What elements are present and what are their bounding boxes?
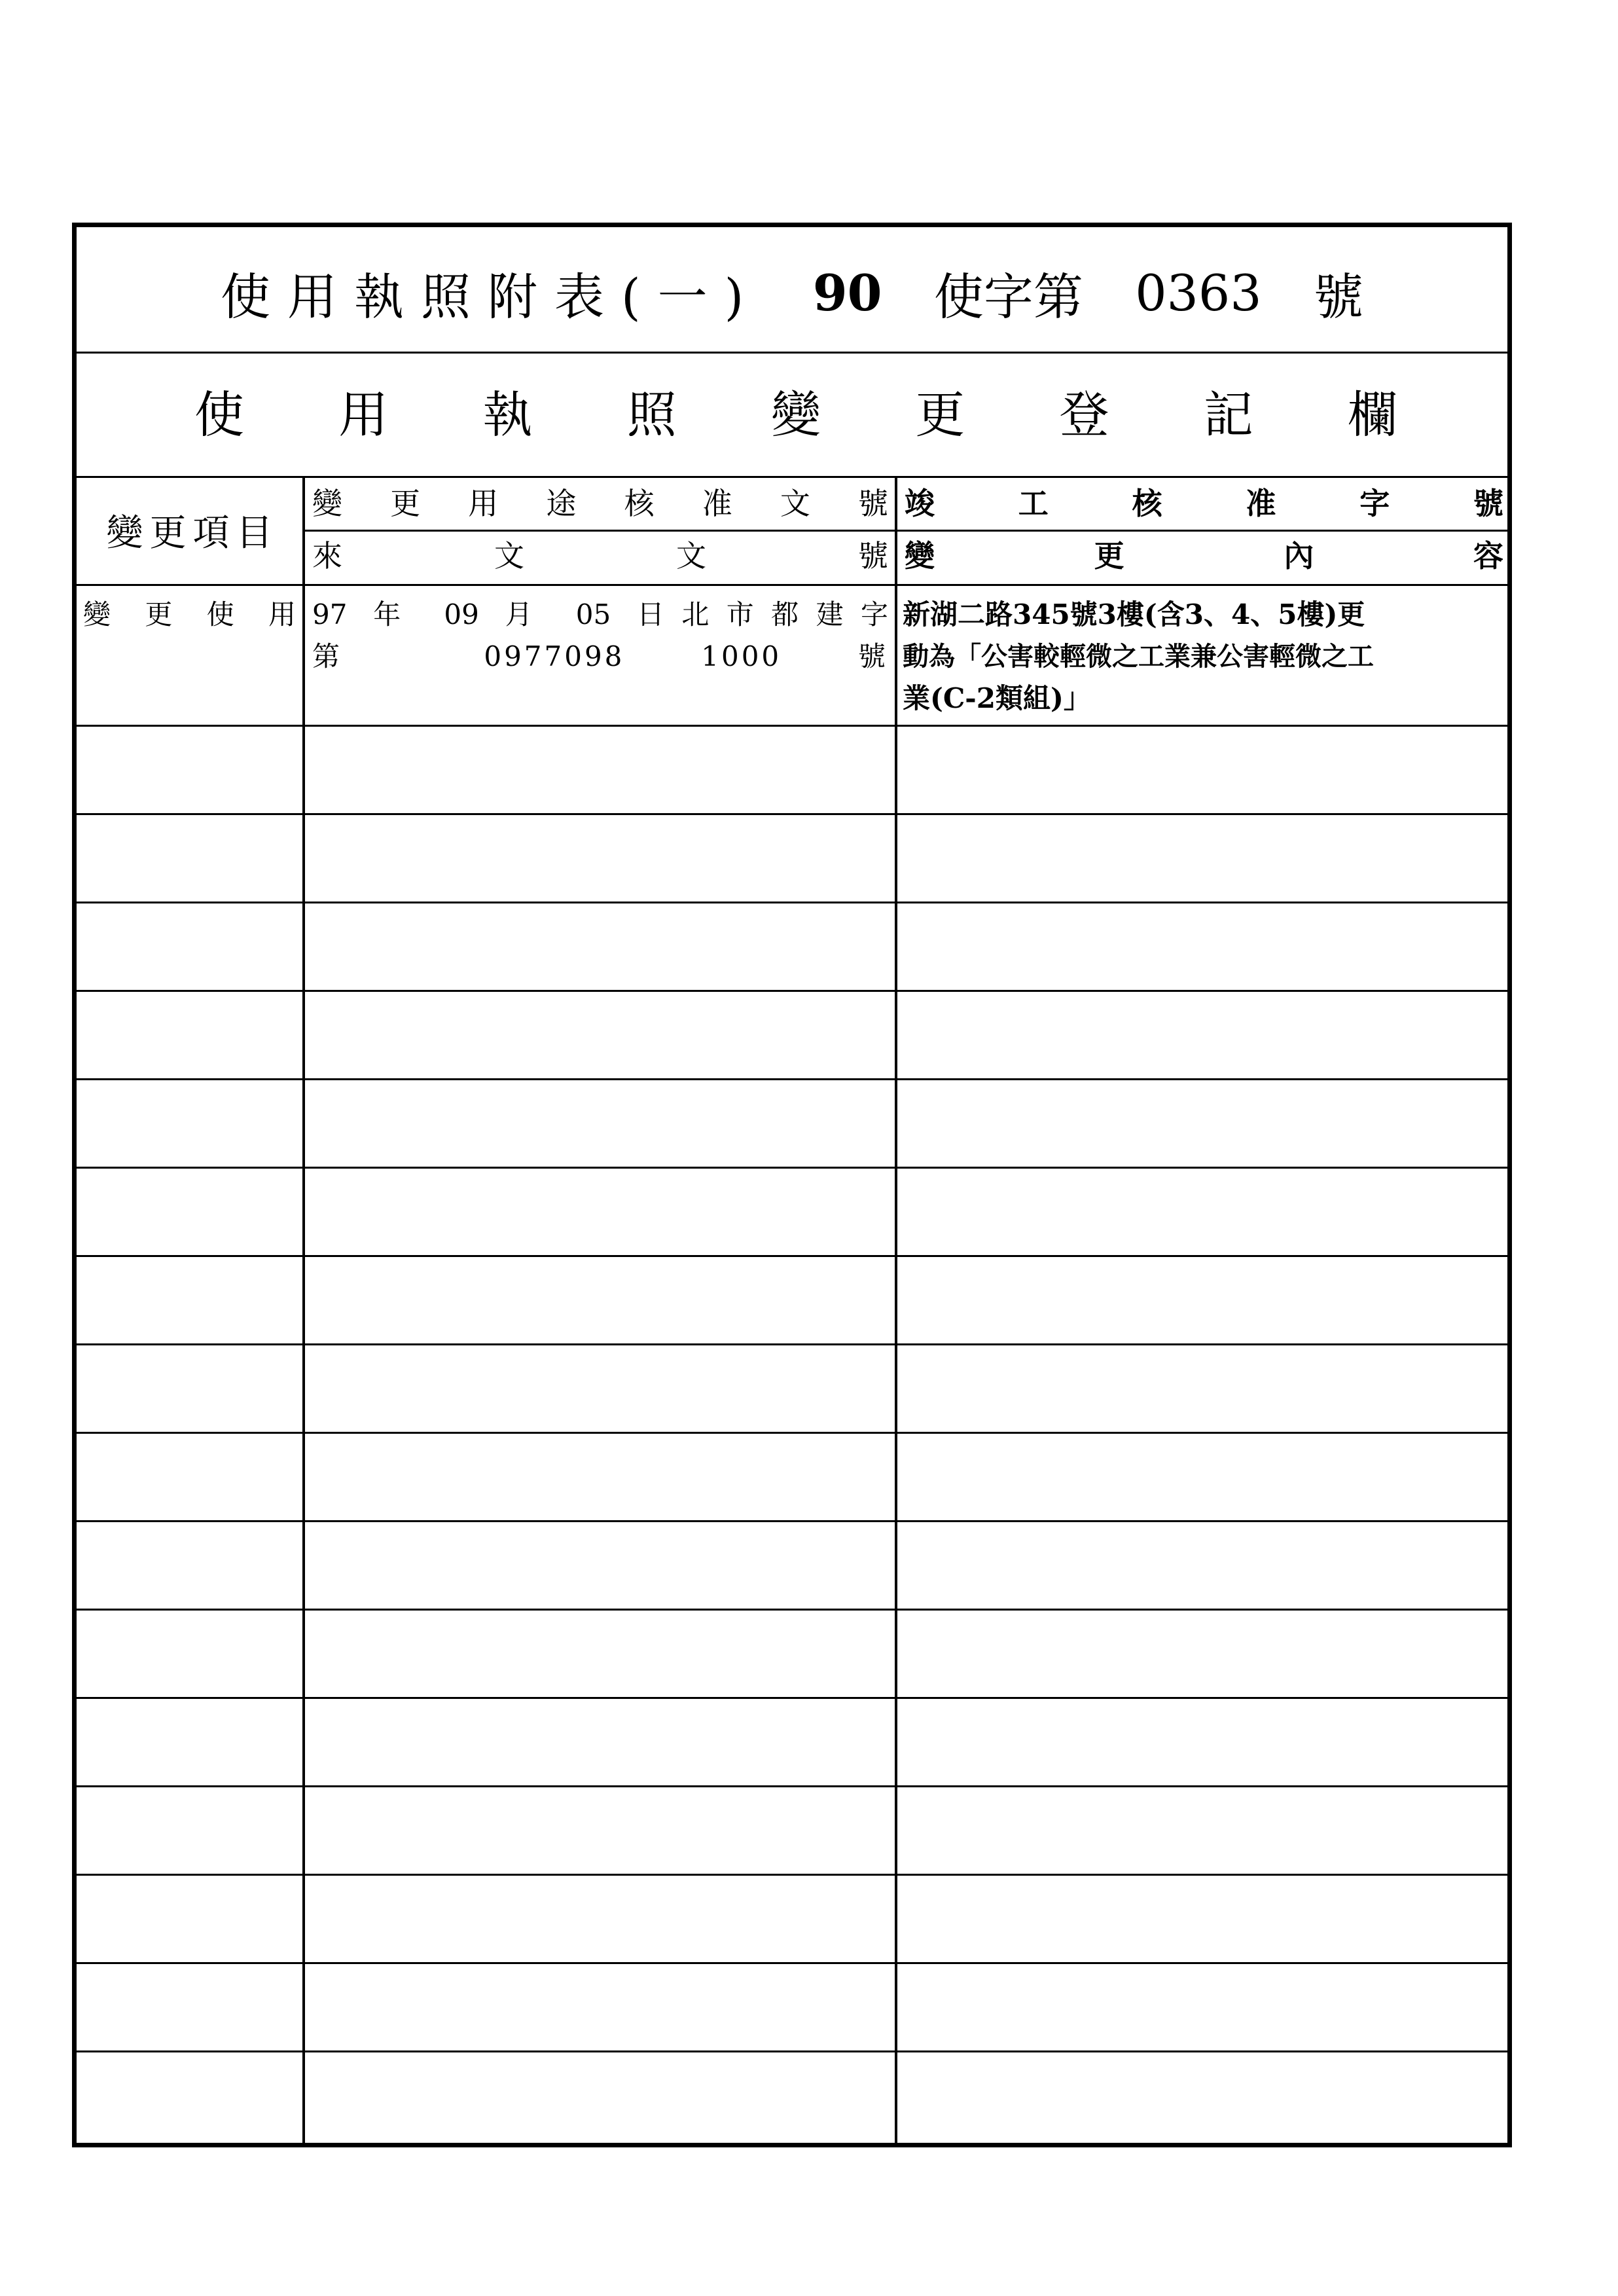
header-change-item: 變更項目 [106,511,279,555]
entry-content-line-2: 動為「公害較輕微之工業兼公害輕微之工 [903,641,1374,672]
entry-approval-line-1: 97 年 09 月 05 日北市都建字 [312,598,888,630]
header-incoming-doc: 來文文號 [312,538,888,574]
title-word: 使字第 [933,267,1083,326]
title-year: 90 [812,263,882,322]
row-line [77,1078,1507,1080]
row-line [77,1609,1507,1611]
row-line [77,990,1507,992]
header-completion-number: 竣工核准字號 [905,486,1503,521]
row-line [77,1962,1507,1964]
header-bottom-line [77,584,1507,586]
entry-approval-line-2: 第 0977098 1000 號 [312,640,888,672]
entry-content-line-1: 新湖二路345號3樓(含3、4、5樓)更 [903,598,1365,630]
license-form-frame [72,223,1512,2147]
row-line [77,1343,1507,1345]
row-line [77,902,1507,903]
row-line [77,1785,1507,1787]
row-line [77,1432,1507,1434]
row-line [77,1255,1507,1257]
row-line [77,1874,1507,1876]
row-line [77,2050,1507,2052]
row-line [77,1697,1507,1699]
form-title [221,253,1363,332]
title-suffix: 號 [1314,267,1363,326]
row-line [77,1167,1507,1169]
header-approval-number: 變更用途核准文號 [312,486,888,521]
title-divider [77,352,1507,354]
title-code: 0363 [1135,263,1262,322]
entry-change-item: 變 更 使 用 [83,598,296,630]
entry-bottom-line [77,725,1507,727]
entry-content-line-3: 業(C-2類組)」 [903,682,1091,714]
row-line [77,1520,1507,1522]
form-subtitle: 使用執照變更登記欄 [194,386,1403,444]
title-label: 使用執照附表(一) [221,267,761,326]
row-line [77,813,1507,815]
header-change-content: 變更內容 [905,538,1503,574]
